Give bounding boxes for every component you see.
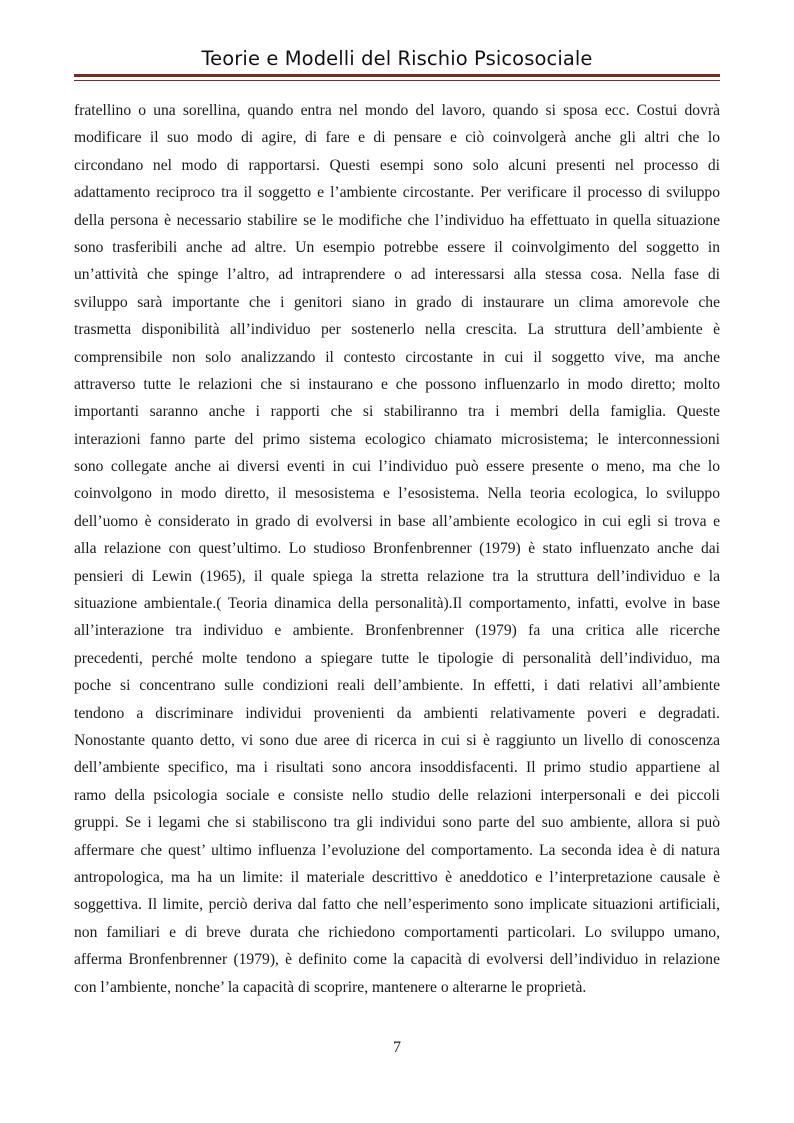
- text-line: della persona è necessario stabilire se le modifiche che l’individuo ha effettuato in quella situazione: [74, 211, 720, 229]
- text-line: modificare il suo modo di agire, di fare e di pensare e ciò coinvolgerà anche gli altri che lo: [74, 129, 720, 147]
- text-line: circondano nel modo di rapportarsi. Questi esempi sono solo alcuni presenti nel processo di: [74, 156, 720, 174]
- text-line: interazioni fanno parte del primo sistema ecologico chiamato microsistema; le interconnessioni: [74, 430, 720, 448]
- text-line: all’interazione tra individuo e ambiente. Bronfenbrenner (1979) fa una critica alle ricerche: [74, 622, 720, 640]
- header-rule-thick: [74, 74, 720, 77]
- header-rule-thin: [74, 80, 720, 81]
- text-line: gruppi. Se i legami che si stabiliscono tra gli individui sono parte del suo ambiente, allora si può: [74, 814, 720, 832]
- text-line: non familiari e di breve durata che richiedono comportamenti particolari. Lo sviluppo umano,: [74, 923, 720, 941]
- text-line: poche si concentrano sulle condizioni reali dell’ambiente. In effetti, i dati relativi all’ambiente: [74, 677, 720, 695]
- text-line: comprensibile non solo analizzando il contesto circostante in cui il soggetto vive, ma anche: [74, 348, 720, 366]
- text-line: pensieri di Lewin (1965), il quale spiega la stretta relazione tra la struttura dell’individuo e la: [74, 567, 720, 585]
- text-line: fratellino o una sorellina, quando entra nel mondo del lavoro, quando si sposa ecc. Costui dovrà: [74, 102, 720, 119]
- body-paragraph: [74, 97, 720, 1001]
- text-line: sono trasferibili anche ad altre. Un esempio potrebbe essere il coinvolgimento del soggetto in: [74, 238, 720, 256]
- text-line: dell’ambiente specifico, ma i risultati sono ancora insoddisfacenti. Il primo studio appartiene al: [74, 759, 720, 777]
- text-line: afferma Bronfenbrenner (1979), è definito come la capacità di evolversi dell’individuo in relazione: [74, 951, 720, 969]
- text-line: affermare che quest’ ultimo influenza l’evoluzione del comportamento. La seconda idea è di natura: [74, 841, 720, 859]
- text-line: soggettiva. Il limite, perciò deriva dal fatto che nell’esperimento sono implicate situazioni artificiali,: [74, 896, 720, 914]
- text-line: ramo della psicologia sociale e consiste nello studio delle relazioni interpersonali e dei piccoli: [74, 786, 720, 804]
- text-line: importanti saranno anche i rapporti che si stabiliranno tra i membri della famiglia. Queste: [74, 403, 720, 421]
- page-number: 7: [393, 1039, 401, 1056]
- text-line: adattamento reciproco tra il soggetto e l’ambiente circostante. Per verificare il processo di sviluppo: [74, 184, 720, 202]
- text-line: attraverso tutte le relazioni che si instaurano e che possono influenzarlo in modo diretto; molto: [74, 375, 720, 393]
- text-line: un’attività che spinge l’altro, ad intraprendere o ad interessarsi alla stessa cosa. Nella fase di: [74, 266, 720, 284]
- text-line: tendono a discriminare individui provenienti da ambienti relativamente poveri e degradati.: [74, 704, 720, 722]
- text-line: situazione ambientale.( Teoria dinamica della personalità).Il comportamento, infatti, evolve in base: [74, 595, 720, 613]
- text-line: Nonostante quanto detto, vi sono due aree di ricerca in cui si è raggiunto un livello di conoscenza: [74, 731, 720, 749]
- text-line: dell’uomo è considerato in grado di evolversi in base all’ambiente ecologico in cui egli si trova e: [74, 512, 720, 530]
- text-line: alla relazione con quest’ultimo. Lo studioso Bronfenbrenner (1979) è stato influenzato anche dai: [74, 540, 720, 558]
- text-line: antropologica, ma ha un limite: il materiale descrittivo è aneddotico e l’interpretazione causale è: [74, 868, 720, 886]
- running-header-title: Teorie e Modelli del Rischio Psicosociale: [201, 47, 593, 70]
- text-line: con l’ambiente, nonche’ la capacità di scoprire, mantenere o alterarne le proprietà.: [74, 978, 587, 996]
- text-line: precedenti, perché molte tendono a spiegare tutte le tipologie di personalità dell’individuo, ma: [74, 649, 720, 667]
- text-line: coinvolgono in modo diretto, il mesosistema e l’esosistema. Nella teoria ecologica, lo sviluppo: [74, 485, 720, 503]
- text-line: trasmetta disponibilità all’individuo per sostenerlo nella crescita. La struttura dell’ambiente è: [74, 321, 720, 339]
- text-line: sviluppo sarà importante che i genitori siano in grado di instaurare un clima amorevole che: [74, 293, 720, 311]
- text-line: sono collegate anche ai diversi eventi in cui l’individuo può essere presente o meno, ma che lo: [74, 458, 720, 476]
